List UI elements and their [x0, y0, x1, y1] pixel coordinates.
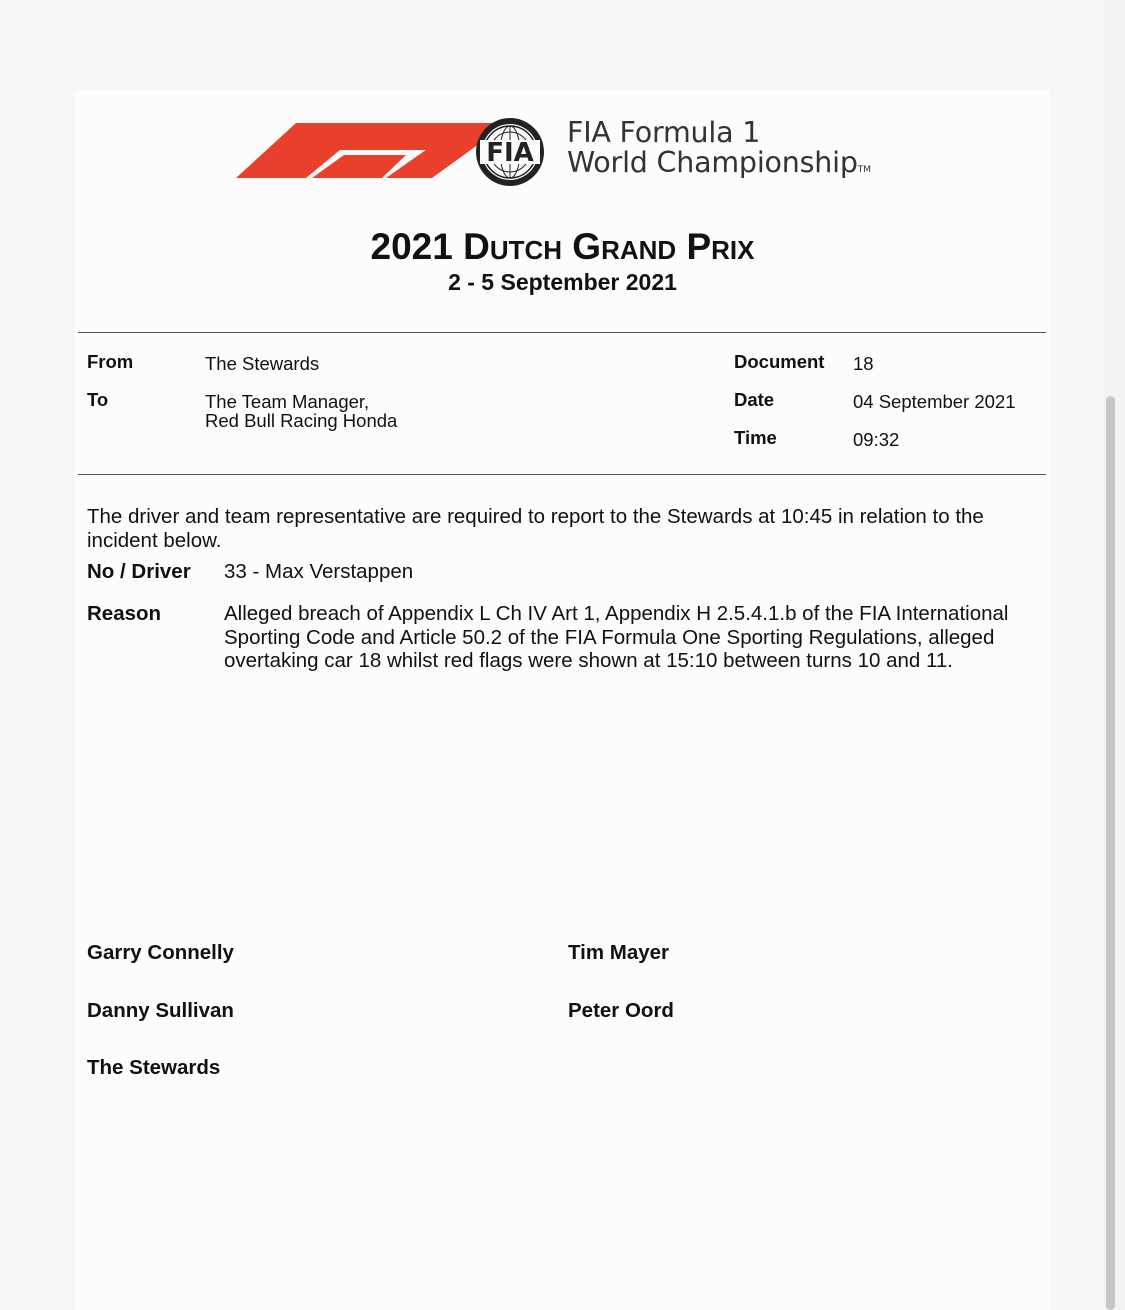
document-value: 18	[853, 353, 874, 374]
logo-line-2: World ChampionshipTM	[567, 146, 872, 179]
steward-tim-mayer: Tim Mayer	[568, 941, 670, 964]
event-name: Dutch Grand Prix	[463, 226, 755, 267]
steward-peter-oord: Peter Oord	[568, 999, 674, 1022]
date-value: 04 September 2021	[853, 391, 1016, 412]
signatories-footer: The Stewards	[87, 1056, 221, 1079]
steward-danny-sullivan: Danny Sullivan	[87, 999, 234, 1022]
summons-intro: The driver and team representative are required to report to the Stewards at 10:45 in relation to the incident below.	[87, 505, 984, 552]
document-label: Document	[734, 351, 825, 372]
event-year: 2021	[370, 226, 453, 267]
driver-value: 33 - Max Verstappen	[224, 560, 414, 583]
page-title	[0, 226, 1125, 268]
time-label: Time	[734, 427, 777, 448]
logo-line-1: FIA Formula 1	[567, 116, 761, 149]
trademark-mark: TM	[857, 165, 872, 175]
fia-badge-text: FIA	[486, 138, 534, 168]
from-value: The Stewards	[205, 353, 320, 374]
memo-divider	[78, 474, 1046, 475]
to-label: To	[87, 389, 109, 410]
reason-value: Alleged breach of Appendix L Ch IV Art 1, Appendix H 2.5.4.1.b of the FIA International Sporting Code and Article 50.2 of the FIA Formula One Sporting Regulations, alleged overtaking car 18 whilst red flags were shown at 15:10 between turns 10 and 11.	[224, 602, 1009, 672]
driver-label: No / Driver	[87, 560, 191, 583]
date-label: Date	[734, 389, 775, 410]
from-label: From	[87, 351, 134, 372]
time-value: 09:32	[853, 429, 900, 450]
logo-wordmark	[567, 118, 871, 185]
header-divider	[78, 332, 1046, 333]
event-dates: 2 - 5 September 2021	[448, 269, 677, 295]
f1-logo-icon	[236, 123, 508, 178]
steward-garry-connelly: Garry Connelly	[87, 941, 234, 964]
to-value-line-2: Red Bull Racing Honda	[205, 410, 398, 431]
fia-badge-icon	[476, 118, 544, 186]
to-value-line-1: The Team Manager,	[205, 391, 370, 412]
scrollbar-thumb[interactable]	[1106, 396, 1115, 1310]
reason-label: Reason	[87, 602, 162, 625]
